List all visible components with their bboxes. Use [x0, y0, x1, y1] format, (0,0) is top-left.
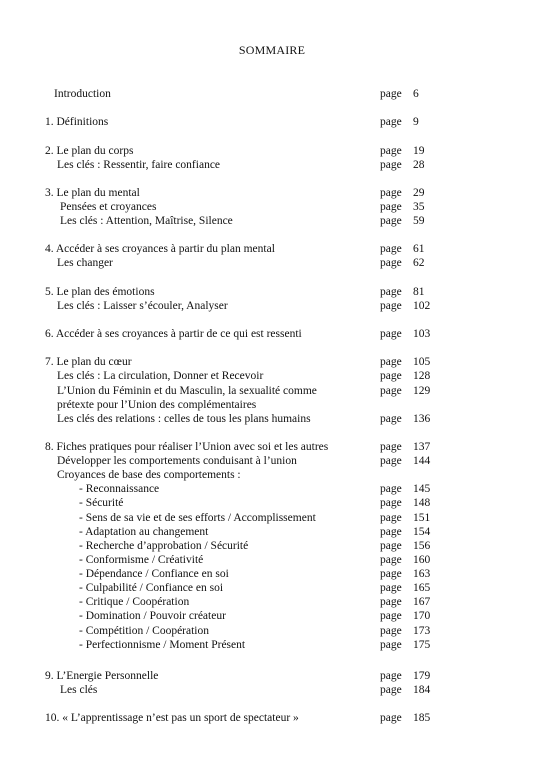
toc-page-number: 62: [413, 257, 425, 269]
toc-subentry: [0, 158, 544, 172]
toc-page-word: page: [380, 441, 402, 453]
toc-page-word: page: [380, 300, 402, 312]
toc-entry-text: 4. Accéder à ses croyances à partir du plan mental: [45, 243, 275, 255]
toc-page-word: page: [380, 526, 402, 538]
toc-page-number: 102: [413, 300, 431, 312]
toc-subentry: [0, 683, 544, 697]
toc-entry-text: Les clés : Attention, Maîtrise, Silence: [60, 215, 233, 227]
toc-entry-text: - Sens de sa vie et de ses efforts / Accomplissement: [79, 512, 316, 524]
toc-page-number: 163: [413, 568, 431, 580]
toc-entry-text: Croyances de base des comportements :: [57, 469, 241, 481]
toc-page-number: 136: [413, 413, 431, 425]
toc-list-item: [0, 539, 544, 553]
toc-list-item: [0, 609, 544, 623]
toc-entry-7: [0, 355, 544, 369]
toc-page-word: page: [380, 385, 402, 397]
toc-list-item: [0, 482, 544, 496]
toc-page-word: page: [380, 639, 402, 651]
toc-page-word: page: [380, 88, 402, 100]
toc-entry-text: Les clés des relations : celles de tous les plans humains: [57, 413, 311, 425]
toc-entry-text: - Perfectionnisme / Moment Présent: [79, 639, 246, 651]
toc-page-word: page: [380, 568, 402, 580]
toc-page-number: 165: [413, 582, 431, 594]
toc-subentry: [0, 299, 544, 313]
toc-page-number: 9: [413, 116, 419, 128]
toc-page-number: 167: [413, 596, 431, 608]
toc-entry-text: - Culpabilité / Confiance en soi: [79, 582, 224, 594]
toc-list-item: [0, 624, 544, 638]
toc-page-word: page: [380, 582, 402, 594]
toc-list-item: [0, 581, 544, 595]
toc-page-number: 81: [413, 286, 425, 298]
toc-subentry-continuation: [0, 398, 544, 412]
toc-list-item: [0, 525, 544, 539]
toc-subentry: [0, 369, 544, 383]
toc-page-number: 160: [413, 554, 431, 566]
toc-page-number: 156: [413, 540, 431, 552]
toc-page-number: 185: [413, 712, 431, 724]
toc-entry-text: Pensées et croyances: [60, 201, 157, 213]
toc-page-word: page: [380, 257, 402, 269]
toc-entry-2: [0, 144, 544, 158]
toc-subentry: [0, 200, 544, 214]
toc-page-word: page: [380, 356, 402, 368]
toc-page-word: page: [380, 187, 402, 199]
toc-list-item: [0, 567, 544, 581]
toc-page-number: 29: [413, 187, 425, 199]
toc-page-word: page: [380, 497, 402, 509]
toc-subentry: [0, 256, 544, 270]
toc-page-number: 144: [413, 455, 431, 467]
toc-page-number: 151: [413, 512, 431, 524]
toc-entry-text: L’Union du Féminin et du Masculin, la sexualité comme: [57, 385, 317, 397]
toc-subentry: [0, 412, 544, 426]
toc-entry-text: 7. Le plan du cœur: [45, 356, 132, 368]
toc-page-number: 148: [413, 497, 431, 509]
toc-list-item: [0, 511, 544, 525]
toc-page-number: 137: [413, 441, 431, 453]
toc-entry-1: [0, 115, 544, 129]
toc-page-word: page: [380, 159, 402, 171]
toc-subentry: [0, 214, 544, 228]
toc-page-number: 154: [413, 526, 431, 538]
toc-page-word: page: [380, 512, 402, 524]
toc-entry-text: Développer les comportements conduisant à l’union: [57, 455, 297, 467]
toc-entry-text: Introduction: [54, 88, 111, 100]
toc-list-item: [0, 496, 544, 510]
toc-page-number: 128: [413, 370, 431, 382]
toc-entry-text: 9. L’Energie Personnelle: [45, 670, 159, 682]
toc-entry-text: - Adaptation au changement: [79, 526, 209, 538]
toc-page-word: page: [380, 413, 402, 425]
toc-entry-text: Les clés : Ressentir, faire confiance: [57, 159, 221, 171]
toc-entry-text: - Reconnaissance: [79, 483, 160, 495]
toc-entry-text: - Dépendance / Confiance en soi: [79, 568, 229, 580]
toc-page-word: page: [380, 670, 402, 682]
toc-page-word: page: [380, 712, 402, 724]
toc-entry-5: [0, 285, 544, 299]
toc-page-number: 103: [413, 328, 431, 340]
toc-entry-text: Les clés : Laisser s’écouler, Analyser: [57, 300, 228, 312]
toc-entry-text: - Recherche d’approbation / Sécurité: [79, 540, 249, 552]
toc-page-number: 170: [413, 610, 431, 622]
toc-entry-text: - Compétition / Coopération: [79, 625, 209, 637]
toc-entry-text: Les changer: [57, 257, 113, 269]
toc-entry-3: [0, 186, 544, 200]
toc-entry-text: 2. Le plan du corps: [45, 145, 134, 157]
toc-page-word: page: [380, 116, 402, 128]
toc-page-number: 6: [413, 88, 419, 100]
toc-page-word: page: [380, 540, 402, 552]
toc-entry-text: prétexte pour l’Union des complémentaires: [57, 399, 257, 411]
toc-page-word: page: [380, 145, 402, 157]
toc-page-number: 28: [413, 159, 425, 171]
toc-page-number: 61: [413, 243, 425, 255]
toc-page-word: page: [380, 684, 402, 696]
toc-page-word: page: [380, 596, 402, 608]
toc-entry-9: [0, 669, 544, 683]
toc-subentry: [0, 468, 544, 482]
toc-entry-text: Les clés: [60, 684, 98, 696]
toc-page-number: 184: [413, 684, 431, 696]
toc-list-item: [0, 638, 544, 652]
toc-page-word: page: [380, 483, 402, 495]
toc-page-number: 175: [413, 639, 431, 651]
toc-page-word: page: [380, 286, 402, 298]
toc-entry-text: - Conformisme / Créativité: [79, 554, 204, 566]
toc-entry-text: Les clés : La circulation, Donner et Recevoir: [57, 370, 264, 382]
toc-entry-4: [0, 242, 544, 256]
toc-entry-text: 6. Accéder à ses croyances à partir de ce qui est ressenti: [45, 328, 302, 340]
toc-list-item: [0, 595, 544, 609]
toc-entry-8: [0, 440, 544, 454]
toc-entry-introduction: [0, 87, 544, 101]
toc-page-word: page: [380, 201, 402, 213]
toc-entry-text: 10. « L’apprentissage n’est pas un sport de spectateur »: [45, 712, 299, 724]
toc-entry-text: - Sécurité: [79, 497, 124, 509]
toc-entry-text: 8. Fiches pratiques pour réaliser l’Union avec soi et les autres: [45, 441, 329, 453]
toc-page-number: 35: [413, 201, 425, 213]
toc-page-number: 105: [413, 356, 431, 368]
toc-entry-text: 1. Définitions: [45, 116, 109, 128]
toc-entry-6: [0, 327, 544, 341]
toc-page-word: page: [380, 370, 402, 382]
toc-list-item: [0, 553, 544, 567]
toc-page-number: 129: [413, 385, 431, 397]
toc-page-word: page: [380, 243, 402, 255]
toc-page-number: 179: [413, 670, 431, 682]
toc-page-word: page: [380, 625, 402, 637]
toc-entry-text: - Domination / Pouvoir créateur: [79, 610, 226, 622]
toc-page-number: 19: [413, 145, 425, 157]
toc-entry-text: 3. Le plan du mental: [45, 187, 140, 199]
toc-page-word: page: [380, 328, 402, 340]
toc-page-word: page: [380, 215, 402, 227]
toc-entry-text: 5. Le plan des émotions: [45, 286, 155, 298]
page-title: SOMMAIRE: [238, 43, 306, 57]
toc-page-word: page: [380, 455, 402, 467]
toc-page-number: 173: [413, 625, 431, 637]
toc-page-word: page: [380, 554, 402, 566]
toc-page-number: 145: [413, 483, 431, 495]
toc-entry-10: [0, 711, 544, 725]
toc-page-word: page: [380, 610, 402, 622]
toc-entry-text: - Critique / Coopération: [79, 596, 190, 608]
toc-subentry: [0, 384, 544, 398]
toc-subentry: [0, 454, 544, 468]
toc-page-number: 59: [413, 215, 425, 227]
